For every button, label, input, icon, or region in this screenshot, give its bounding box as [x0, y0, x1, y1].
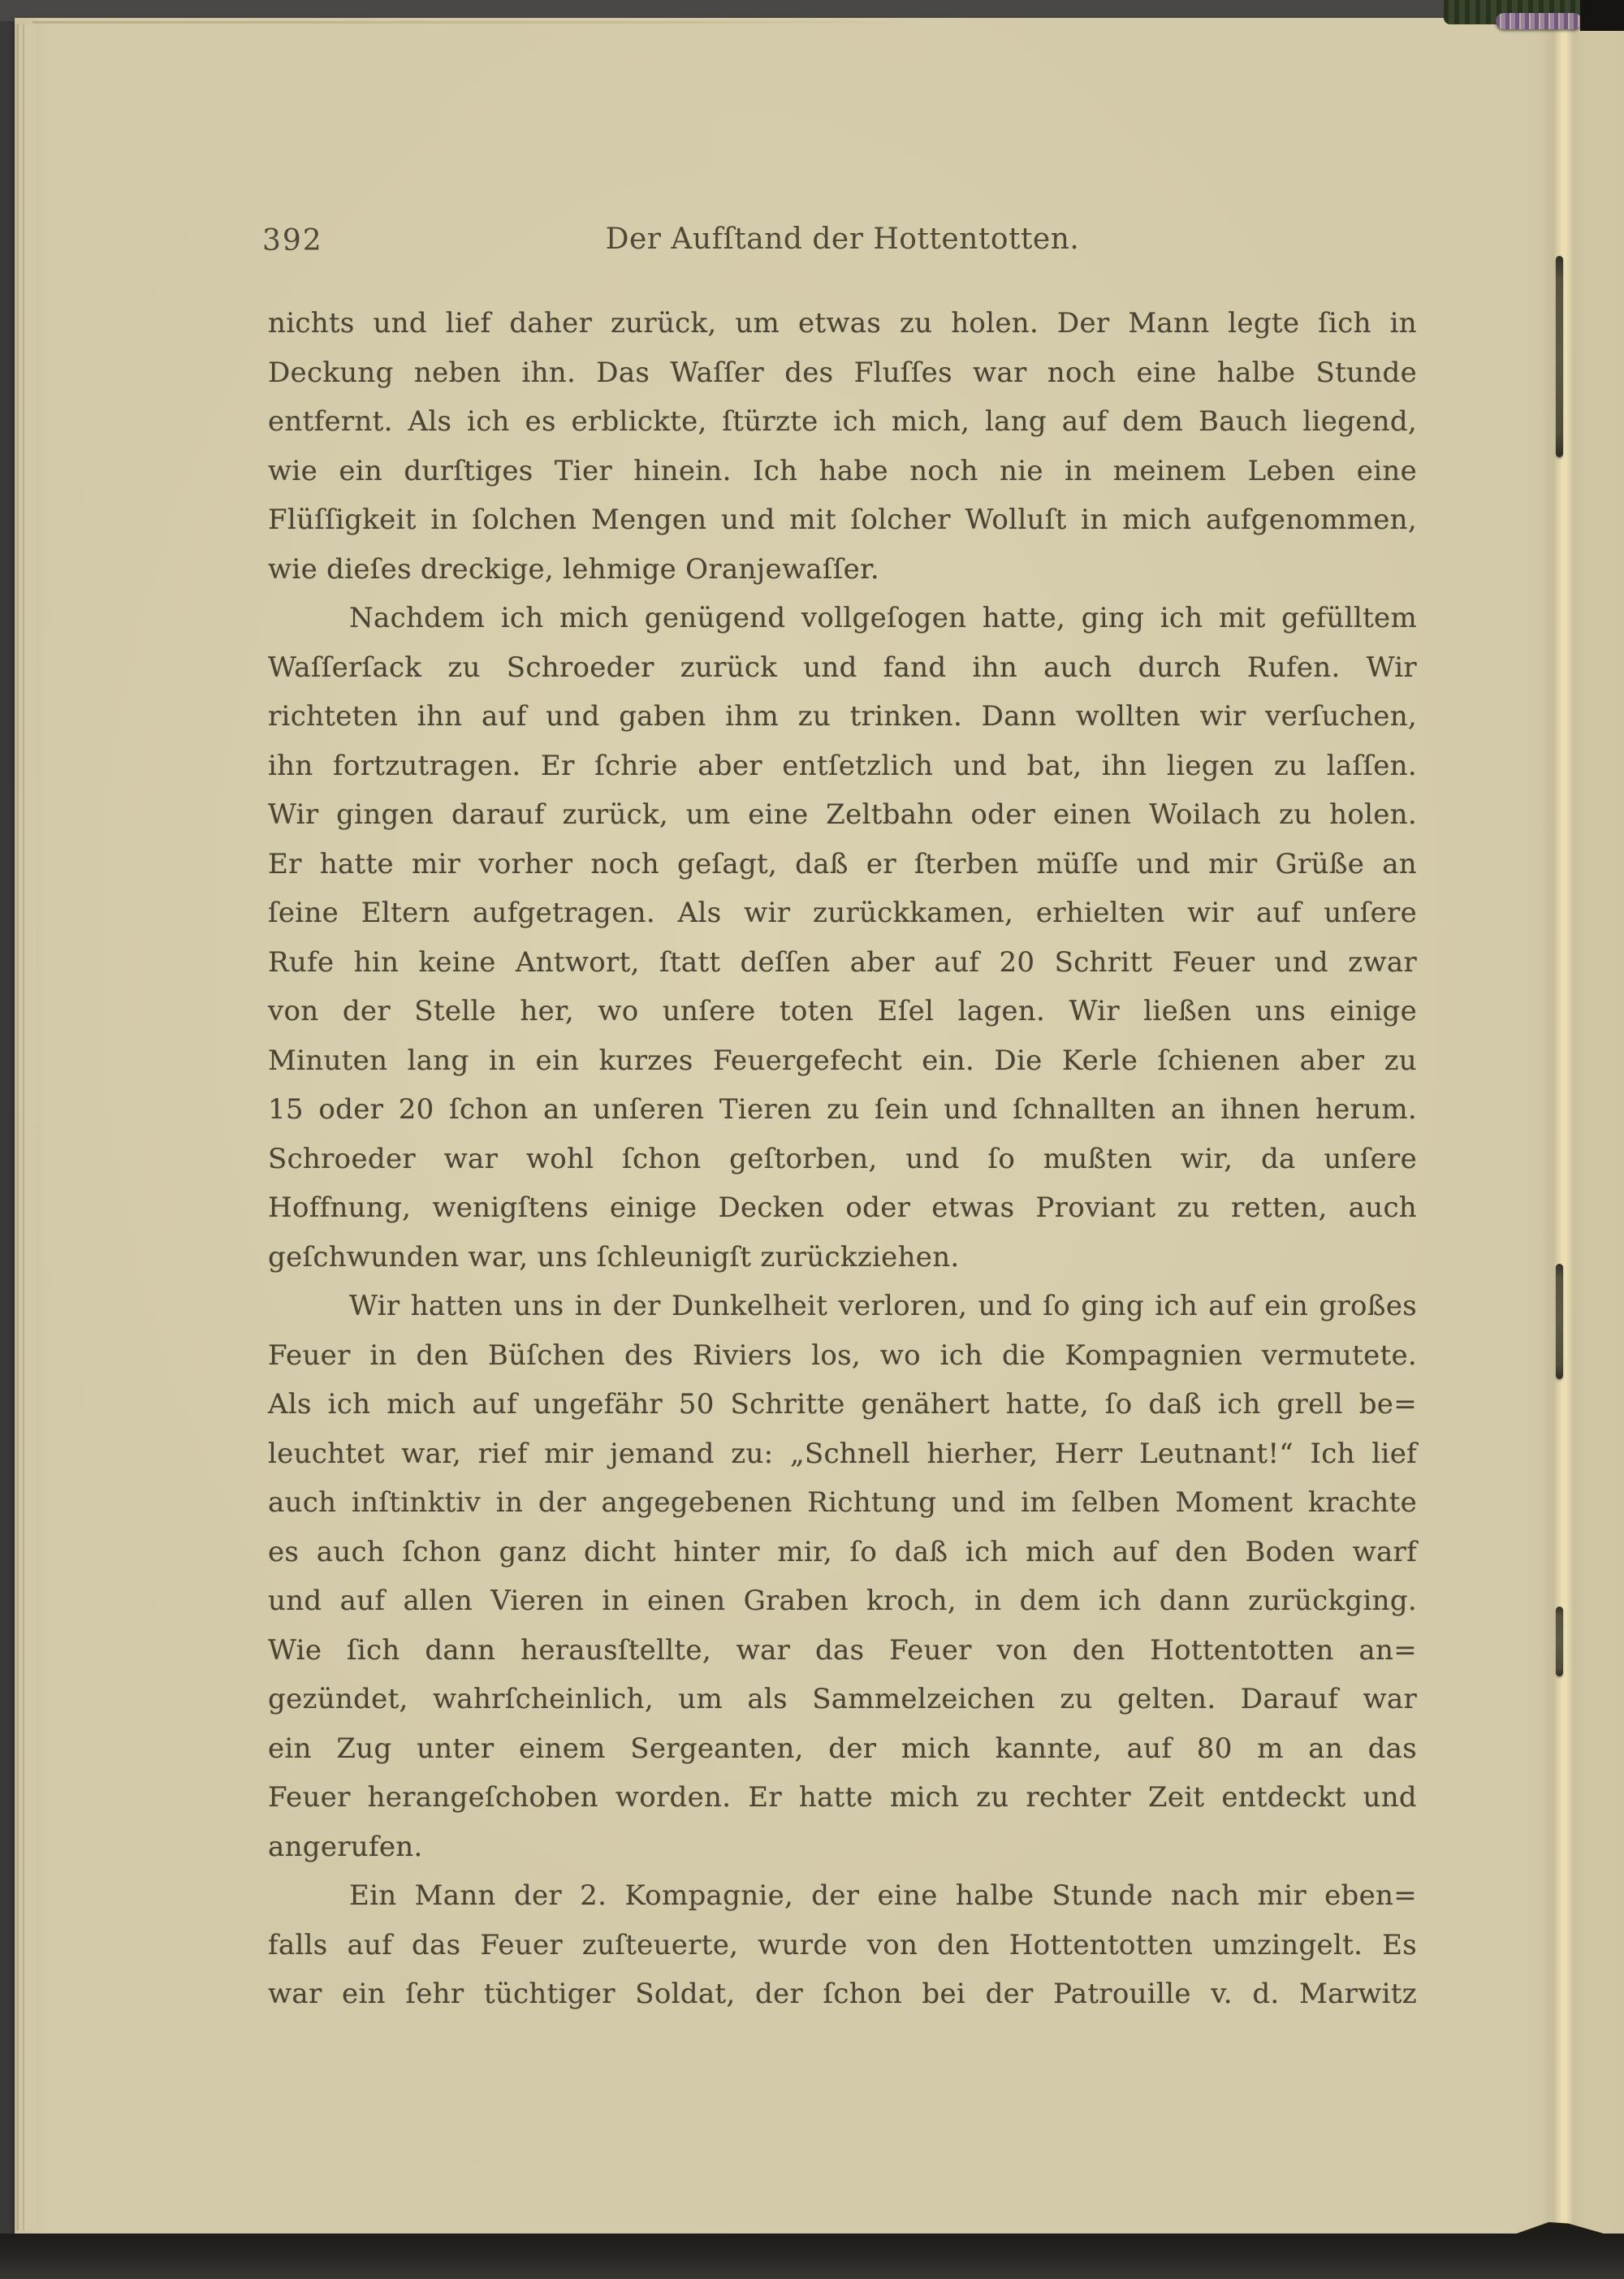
text-line: leuchtet war, rief mir jemand zu: „Schnell hierher, Herr Leutnant!“ Ich lief	[268, 1437, 1417, 1470]
text-line: Nachdem ich mich genügend vollgeſogen hatte, ging ich mit gefülltem	[349, 602, 1417, 634]
text-line: Rufe hin keine Antwort, ſtatt deſſen aber auf 20 Schritt Feuer und zwar	[268, 945, 1417, 979]
text-line: wie dieſes dreckige, lehmige Oranjewaſſer.	[268, 552, 880, 586]
gutter-fold-crease	[1540, 18, 1587, 2234]
text-line: entfernt. Als ich es erblickte, ſtürzte ich mich, lang auf dem Bauch liegend,	[268, 405, 1417, 438]
page-edge-top-line	[32, 21, 926, 24]
page-edge-stack	[15, 24, 36, 2230]
text-line: Deckung neben ihn. Das Waſſer des Fluſſes war noch eine halbe Stunde	[268, 356, 1417, 389]
text-line: Ein Mann der 2. Kompagnie, der eine halbe Stunde nach mir eben=	[349, 1879, 1417, 1912]
text-line: nichts und lief daher zurück, um etwas zu holen. Der Mann legte ſich in	[268, 307, 1417, 339]
text-line: Wir hatten uns in der Dunkelheit verloren, und ſo ging ich auf ein großes	[349, 1290, 1417, 1322]
thread-coil	[1496, 13, 1582, 29]
text-line: Hoffnung, wenigſtens einige Decken oder etwas Proviant zu retten, auch	[268, 1191, 1417, 1224]
text-line: von der Stelle her, wo unſere toten Eſel lagen. Wir ließen uns einige	[268, 995, 1417, 1027]
text-line: Feuer in den Büſchen des Riviers los, wo ich die Kompagnien vermutete.	[268, 1338, 1417, 1372]
text-line: es auch ſchon ganz dicht hinter mir, ſo daß ich mich auf den Boden warf	[268, 1535, 1417, 1568]
text-line: ihn fortzutragen. Er ſchrie aber entſetzlich und bat, ihn liegen zu laſſen.	[268, 749, 1417, 782]
text-line: Als ich mich auf ungefähr 50 Schritte genähert hatte, ſo daß ich grell be=	[268, 1388, 1417, 1421]
text-line: geſchwunden war, uns ſchleunigſt zurückziehen.	[268, 1240, 960, 1274]
text-line: wie ein durſtiges Tier hinein. Ich habe noch nie in meinem Leben eine	[268, 454, 1417, 487]
text-line: auch inſtinktiv in der angegebenen Richtung und im ſelben Moment krachte	[268, 1486, 1417, 1519]
text-line: gezündet, wahrſcheinlich, um als Sammelzeichen zu gelten. Darauf war	[268, 1683, 1417, 1715]
text-line: und auf allen Vieren in einen Graben kroch, in dem ich dann zurückging.	[268, 1585, 1417, 1617]
text-line: 15 oder 20 ſchon an unſeren Tieren zu ſein und ſchnallten an ihnen herum.	[268, 1093, 1417, 1126]
running-header: Der Aufſtand der Hottentotten.	[605, 223, 1080, 256]
text-line: Wir gingen darauf zurück, um eine Zeltbahn oder einen Woilach zu holen.	[268, 798, 1417, 831]
binding-stitch-mark	[1556, 1607, 1563, 1676]
text-line: ein Zug unter einem Sergeanten, der mich kannte, auf 80 m an das	[268, 1732, 1417, 1765]
binding-stitch-mark	[1556, 256, 1563, 457]
binding-stitch-mark	[1556, 1264, 1563, 1379]
text-line: falls auf das Feuer zuſteuerte, wurde von den Hottentotten umzingelt. Es	[268, 1928, 1417, 1961]
text-line: war ein ſehr tüchtiger Soldat, der ſchon bei der Patrouille v. d. Marwitz	[268, 1978, 1417, 2010]
text-line: Feuer herangeſchoben worden. Er hatte mich zu rechter Zeit entdeckt und	[268, 1781, 1417, 1814]
text-line: richteten ihn auf und gaben ihm zu trinken. Dann wollten wir verſuchen,	[268, 700, 1417, 733]
text-line: angerufen.	[268, 1830, 423, 1863]
text-line: Wie ſich dann herausſtellte, war das Feuer von den Hottentotten an=	[268, 1633, 1417, 1667]
text-line: ſeine Eltern aufgetragen. Als wir zurückkamen, erhielten wir auf unſere	[268, 897, 1417, 929]
text-line: Minuten lang in ein kurzes Feuergefecht ein. Die Kerle ſchienen aber zu	[268, 1044, 1417, 1077]
text-line: Schroeder war wohl ſchon geſtorben, und ſo mußten wir, da unſere	[268, 1142, 1417, 1175]
page-number: 392	[262, 224, 323, 257]
text-line: Er hatte mir vorher noch geſagt, daß er ſterben müſſe und mir Grüße an	[268, 847, 1417, 880]
text-line: Flüſſigkeit in ſolchen Mengen und mit ſolcher Wolluſt in mich aufgenommen,	[268, 504, 1417, 536]
top-right-shadow	[1580, 0, 1624, 31]
bottom-shadow	[0, 2234, 1624, 2279]
text-line: Waſſerſack zu Schroeder zurück und fand ihn auch durch Rufen. Wir	[268, 651, 1417, 684]
text-block	[268, 299, 1417, 2019]
